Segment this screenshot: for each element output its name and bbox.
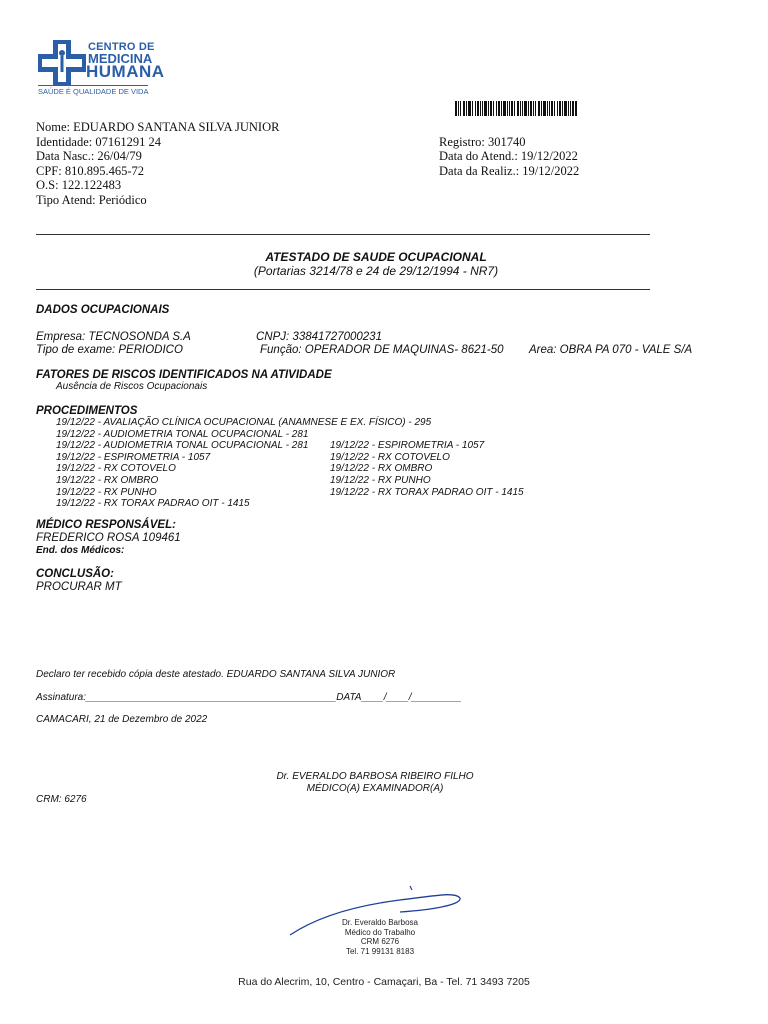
patient-os: O.S: 122.122483 bbox=[36, 178, 122, 192]
procedure-item: 19/12/22 - AVALIAÇÃO CLÍNICA OCUPACIONAL (ANAMNESE E EX. FÍSICO) - 295 bbox=[56, 417, 432, 428]
examiner-crm: CRM: 6276 bbox=[36, 794, 87, 805]
area-field: Area: OBRA PA 070 - VALE S/A bbox=[529, 344, 693, 356]
procedure-item: 19/12/22 - RX OMBRO bbox=[56, 474, 159, 486]
record-registro: Registro: 301740 bbox=[439, 134, 526, 149]
divider bbox=[36, 234, 650, 235]
cnpj-field: CNPJ: 33841727000231 bbox=[256, 331, 382, 343]
doctor-heading: MÉDICO RESPONSÁVEL: bbox=[36, 519, 176, 531]
barcode bbox=[455, 101, 577, 116]
place-date: CAMACARI, 21 de Dezembro de 2022 bbox=[36, 714, 208, 725]
logo-line2: MEDICINA bbox=[88, 51, 153, 66]
record-data-atend: Data do Atend.: 19/12/2022 bbox=[439, 149, 578, 163]
exam-type-field: Tipo de exame: PERIODICO bbox=[36, 344, 183, 356]
procedure-item: 19/12/22 - RX OMBRO bbox=[330, 463, 433, 475]
doctor-name: FREDERICO ROSA 109461 bbox=[36, 532, 181, 544]
procedure-item: 19/12/22 - RX COTOVELO bbox=[56, 463, 176, 475]
stamp-line4: Tel. 71 99131 8183 bbox=[345, 946, 415, 956]
patient-birth: Data Nasc.: 26/04/79 bbox=[36, 149, 142, 163]
stamp-line1: Dr. Everaldo Barbosa bbox=[341, 918, 419, 927]
function-field: Função: OPERADOR DE MAQUINAS- 8621-50 bbox=[260, 344, 504, 356]
stamp-line3: CRM 6276 bbox=[360, 937, 400, 946]
procedure-item: 19/12/22 - RX PUNHO bbox=[330, 474, 431, 486]
company-field: Empresa: TECNOSONDA S.A bbox=[36, 331, 191, 343]
procedure-item: 19/12/22 - RX PUNHO bbox=[56, 486, 157, 498]
examiner-block bbox=[200, 771, 550, 794]
procedure-item: 19/12/22 - RX TORAX PADRAO OIT - 1415 bbox=[330, 486, 524, 498]
doctor-stamp bbox=[320, 918, 440, 956]
conclusion-value: PROCURAR MT bbox=[36, 581, 122, 593]
patient-cpf: CPF: 810.895.465-72 bbox=[36, 163, 145, 178]
examiner-role: MÉDICO(A) EXAMINADOR(A) bbox=[306, 782, 444, 794]
record-info bbox=[439, 135, 579, 179]
procedure-item: 19/12/22 - RX COTOVELO bbox=[330, 451, 450, 463]
medical-cross-icon bbox=[38, 40, 86, 86]
procedures-right-column bbox=[330, 440, 524, 498]
procedure-item: 19/12/22 - AUDIOMETRIA TONAL OCUPACIONAL - 281 bbox=[56, 440, 309, 452]
patient-type: Tipo Atend: Periódico bbox=[36, 192, 147, 207]
document-title bbox=[36, 250, 716, 278]
logo-line1: CENTRO DE bbox=[88, 41, 155, 53]
procedure-item: 19/12/22 - AUDIOMETRIA TONAL OCUPACIONAL - 281 bbox=[56, 428, 309, 440]
title-sub: (Portarias 3214/78 e 24 de 29/12/1994 - NR7) bbox=[253, 264, 499, 278]
declaration-text: Declaro ter recebido cópia deste atestado. EDUARDO SANTANA SILVA JUNIOR bbox=[36, 669, 396, 680]
risks-heading: FATORES DE RISCOS IDENTIFICADOS NA ATIVIDADE bbox=[36, 369, 332, 381]
patient-name: Nome: EDUARDO SANTANA SILVA JUNIOR bbox=[36, 120, 280, 134]
conclusion-heading: CONCLUSÃO: bbox=[36, 568, 114, 580]
logo-tagline: SAÚDE É QUALIDADE DE VIDA bbox=[38, 87, 149, 96]
procedure-item: 19/12/22 - RX TORAX PADRAO OIT - 1415 bbox=[56, 498, 250, 510]
record-data-realiz: Data da Realiz.: 19/12/2022 bbox=[439, 163, 580, 178]
stamp-line2: Médico do Trabalho bbox=[344, 927, 416, 937]
doctor-address-label: End. dos Médicos: bbox=[36, 545, 125, 556]
patient-info bbox=[36, 120, 279, 207]
logo-line3: HUMANA bbox=[86, 62, 165, 81]
patient-identity: Identidade: 07161291 24 bbox=[36, 134, 161, 149]
clinic-logo bbox=[38, 38, 168, 100]
risks-value: Ausência de Riscos Ocupacionais bbox=[56, 381, 208, 392]
procedure-item: 19/12/22 - ESPIROMETRIA - 1057 bbox=[56, 451, 211, 463]
signature-line: Assinatura:_____________________________________________DATA____/____/_________ bbox=[36, 692, 462, 703]
divider bbox=[36, 289, 650, 290]
procedures-heading: PROCEDIMENTOS bbox=[36, 405, 138, 417]
title-main: ATESTADO DE SAUDE OCUPACIONAL bbox=[265, 250, 487, 264]
procedure-item: 19/12/22 - ESPIROMETRIA - 1057 bbox=[330, 440, 485, 452]
examiner-name: Dr. EVERALDO BARBOSA RIBEIRO FILHO bbox=[276, 771, 474, 782]
footer-address: Rua do Alecrim, 10, Centro - Camaçari, Ba - Tel. 71 3493 7205 bbox=[238, 976, 530, 988]
occupational-heading: DADOS OCUPACIONAIS bbox=[36, 304, 170, 316]
